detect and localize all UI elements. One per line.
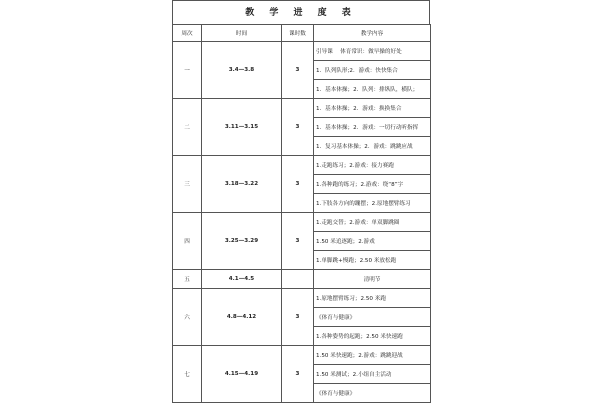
hours-cell: 3 [282, 289, 314, 346]
content-cell: 1.走跑交替；2.游戏：单双脚跳圈 [314, 213, 431, 232]
header-content: 教学内容 [314, 25, 431, 42]
content-cell: 1.50 米追逐跑；2.游戏 [314, 232, 431, 251]
hours-cell: 3 [282, 42, 314, 99]
schedule-sheet [172, 0, 430, 400]
content-cell: 1.50 米快速跑；2.游戏：跳跳迎战 [314, 346, 431, 365]
hours-cell: 3 [282, 213, 314, 270]
time-cell: 3.11—3.15 [202, 99, 282, 156]
week-cell: 三 [173, 156, 202, 213]
content-cell: 1．基本体操；2．游戏：换换集合 [314, 99, 431, 118]
content-cell: 1．队列队形;2．游戏：快快集合 [314, 61, 431, 80]
time-cell: 4.1—4.5 [202, 270, 282, 289]
week-cell: 五 [173, 270, 202, 289]
schedule-table [172, 24, 431, 403]
week-cell: 六 [173, 289, 202, 346]
header-hours: 课时数 [282, 25, 314, 42]
table-row [173, 289, 431, 308]
hours-cell: 3 [282, 99, 314, 156]
content-cell: 《体育与健康》 [314, 308, 431, 327]
table-row [173, 270, 431, 289]
table-row [173, 213, 431, 232]
content-cell: 1.50 米测试；2.小组自主活动 [314, 365, 431, 384]
content-cell: 1．基本体操；2．队列：排纵队，横队； [314, 80, 431, 99]
content-cell: 《体育与健康》 [314, 384, 431, 403]
table-row [173, 42, 431, 61]
table-row [173, 156, 431, 175]
time-cell: 3.25—3.29 [202, 213, 282, 270]
time-cell: 3.4—3.8 [202, 42, 282, 99]
content-cell: 1.原地摆臂练习；2.50 米跑 [314, 289, 431, 308]
header-row [173, 25, 431, 42]
week-cell: 二 [173, 99, 202, 156]
time-cell: 4.8—4.12 [202, 289, 282, 346]
content-cell: 1.各种跑的练习；2.游戏：绕“8”字 [314, 175, 431, 194]
time-cell: 3.18—3.22 [202, 156, 282, 213]
content-cell: 1．复习基本体操；2．游戏：跳跳应战 [314, 137, 431, 156]
content-cell: 1.各种姿势的起跑；2.50 米快速跑 [314, 327, 431, 346]
week-cell: 四 [173, 213, 202, 270]
holiday-cell: 清明节 [314, 270, 431, 289]
hours-cell: 3 [282, 346, 314, 403]
week-cell: 一 [173, 42, 202, 99]
time-cell: 4.15—4.19 [202, 346, 282, 403]
page-title: 教 学 进 度 表 [172, 0, 430, 24]
table-row [173, 99, 431, 118]
header-time: 时间 [202, 25, 282, 42]
hours-cell: 3 [282, 156, 314, 213]
content-cell: 1.单脚跳+慢跑；2.50 米放松跑 [314, 251, 431, 270]
content-cell: 1.走跑练习；2.游戏：接力赛跑 [314, 156, 431, 175]
table-row [173, 346, 431, 365]
hours-cell [282, 270, 314, 289]
header-week: 周次 [173, 25, 202, 42]
content-cell: 1.下肢各方向的蹦摆；2.原地摆臂练习 [314, 194, 431, 213]
content-cell: 1．基本体操；2．游戏：一切行动听指挥 [314, 118, 431, 137]
week-cell: 七 [173, 346, 202, 403]
content-cell: 引导课 体育常识：做早操的好处 [314, 42, 431, 61]
